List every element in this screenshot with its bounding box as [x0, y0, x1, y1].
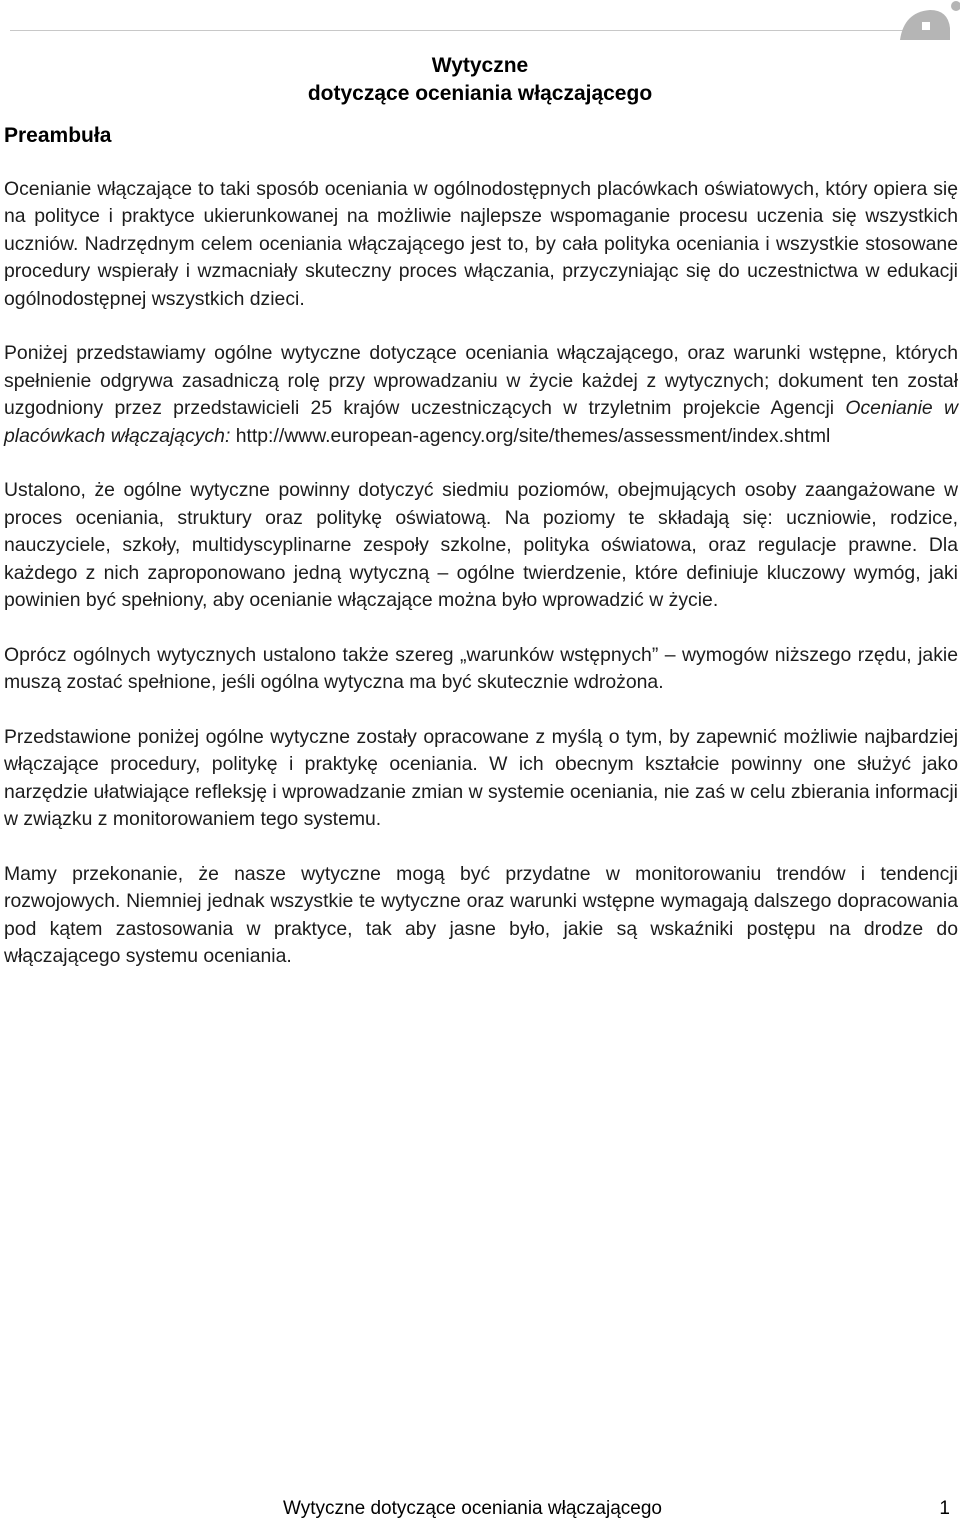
document-title-line-1: Wytyczne	[431, 54, 529, 78]
document-title	[0, 52, 960, 108]
section-heading-preamble: Preambuła	[4, 124, 112, 147]
paragraph-2	[4, 340, 958, 450]
paragraph-5: Przedstawione poniżej ogólne wytyczne zostały opracowane z myślą o tym, by zapewnić możliwie najbardziej włączające procedury, politykę i praktykę oceniania. W ich obecnym kształcie powinny one służyć jako narzędzie ułatwiające refleksję i wprowadzanie zmian w systemie oceniania, nie zaś w celu zbierania informacji w związku z monitorowaniem tego systemu.	[4, 726, 958, 831]
header-rule	[10, 30, 936, 31]
paragraph-3: Ustalono, że ogólne wytyczne powinny dotyczyć siedmiu poziomów, obejmujących osoby zaangażowane w proces oceniania, struktury oraz politykę oświatową. Na poziomy te składają się: uczniowie, rodzice, nauczyciele, szkoły, multidyscyplinarne zespoły szkolne, polityka oświatowa, oraz regulacje prawne. Dla każdego z nich zaproponowano jedną wytyczną – ogólne twierdzenie, które definiuje kluczowy wymóg, jaki powinien być spełniony, aby ocenianie włączające można było wprowadzić w życie.	[4, 479, 958, 612]
document-title-line-2: dotyczące oceniania włączającego	[307, 82, 653, 106]
footer-title: Wytyczne dotyczące oceniania włączającego	[283, 1498, 662, 1519]
page-footer	[0, 1496, 960, 1522]
paragraph-6: Mamy przekonanie, że nasze wytyczne mogą być przydatne w monitorowaniu trendów i tendencji rozwojowych. Niemniej jednak wszystkie te wytyczne oraz warunki wstępne wymagają dalszego dopracowania pod kątem zastosowania w praktyce, tak aby jasne było, jakie są wskaźniki postępu na drodze do włączającego systemu oceniania.	[4, 863, 958, 968]
document-body	[4, 176, 958, 971]
paragraph-4: Oprócz ogólnych wytycznych ustalono także szereg „warunków wstępnych” – wymogów niższego rzędu, jakie muszą zostać spełnione, jeśli ogólna wytyczna ma być skutecznie wdrożona.	[4, 643, 958, 694]
project-url: http://www.european-agency.org/site/themes/assessment/index.shtml	[230, 424, 831, 447]
paragraph-2-text: Poniżej przedstawiamy ogólne wytyczne dotyczące oceniania włączającego, oraz warunki wstępne, których spełnienie odgrywa zasadniczą rolę przy wprowadzaniu w życie każdej z wytycznych; dokument ten został uzgodniony przez przedstawicieli 25 krajów uczestniczących w trzyletnim projekcie Agencji	[4, 342, 958, 420]
agency-logo-mark-icon	[900, 0, 960, 40]
paragraph-1: Ocenianie włączające to taki sposób oceniania w ogólnodostępnych placówkach oświatowych, który opiera się na polityce i praktyce ukierunkowanej na możliwie najlepsze wspomaganie procesu uczenia się wszystkich uczniów. Nadrzędnym celem oceniania włączającego jest to, by cała polityka oceniania i wszystkie stosowane procedury wspierały i wzmacniały skuteczny proces włączania, przyczyniając się do uczestnictwa w edukacji ogólnodostępnej wszystkich dzieci.	[4, 178, 958, 310]
page-number: 1	[939, 1498, 950, 1519]
project-title-italic: Ocenianie w placówkach włączających:	[4, 397, 958, 447]
